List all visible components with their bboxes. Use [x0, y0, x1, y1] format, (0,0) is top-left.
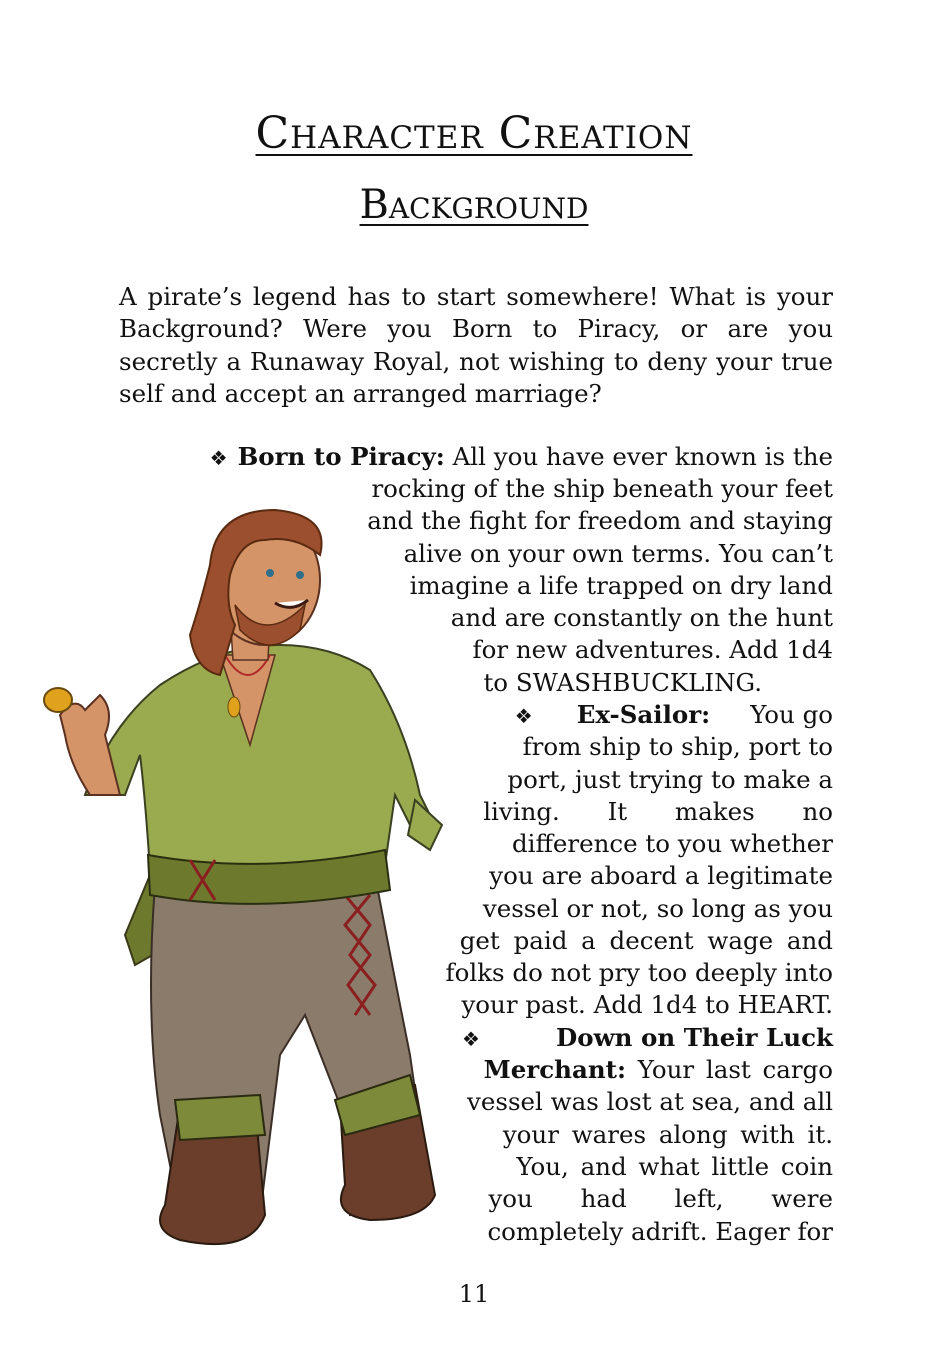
- background-name: Down on Their Luck: [555, 1023, 833, 1052]
- text-line: your wares along with it.: [502, 1120, 833, 1149]
- text-line: get paid a decent wage and: [459, 926, 833, 955]
- text-line: and are constantly on the hunt: [450, 603, 833, 632]
- section-subtitle: Background: [359, 182, 589, 228]
- text-line: difference to you whether: [511, 829, 833, 858]
- pirate-illustration: [30, 495, 480, 1255]
- text-line: rocking of the ship beneath your feet: [371, 474, 833, 503]
- text-line: Merchant: Your last cargo: [483, 1055, 833, 1084]
- text-line: imagine a life trapped on dry land: [409, 571, 833, 600]
- background-name: Born to Piracy:: [237, 442, 445, 471]
- text-line: living. It makes no: [483, 797, 833, 826]
- list-item: ❖ Ex-Sailor: You go: [514, 700, 833, 729]
- text-line: port, just trying to make a: [507, 765, 833, 794]
- text-line: folks do not pry too deeply into: [445, 958, 833, 987]
- text-line: you had left, were: [488, 1184, 833, 1213]
- text-line: your past. Add 1d4 to HEART.: [461, 990, 833, 1019]
- text-line: you are aboard a legitimate: [489, 861, 833, 890]
- text-line: for new adventures. Add 1d4: [472, 635, 833, 664]
- text-line: vessel was lost at sea, and all: [467, 1087, 833, 1116]
- text-line: and the fight for freedom and staying: [367, 506, 833, 535]
- text-line: alive on your own terms. You can’t: [403, 539, 833, 568]
- bullet-icon: ❖: [209, 446, 228, 470]
- text-line: You, and what little coin: [516, 1152, 833, 1181]
- text-line: from ship to ship, port to: [522, 732, 833, 761]
- page-number: 11: [458, 1280, 490, 1308]
- text-line: to SWASHBUCKLING.: [483, 668, 762, 697]
- intro-paragraph: A pirate’s legend has to start somewhere! What is your Background? Were you Born to Piracy, or are you secretly a Runaway Royal, not wishing to deny your true self and accept an arranged marriage?: [119, 282, 833, 408]
- page-title: Character Creation: [255, 108, 693, 159]
- list-item: [462, 1022, 833, 1055]
- bullet-icon: ❖: [462, 1027, 480, 1051]
- background-name: Ex-Sailor:: [576, 700, 711, 729]
- text-line: vessel or not, so long as you: [482, 894, 833, 923]
- list-item: ❖ Born to Piracy: All you have ever known is the: [209, 442, 833, 471]
- bullet-icon: ❖: [514, 704, 533, 728]
- text-line: completely adrift. Eager for: [487, 1217, 833, 1246]
